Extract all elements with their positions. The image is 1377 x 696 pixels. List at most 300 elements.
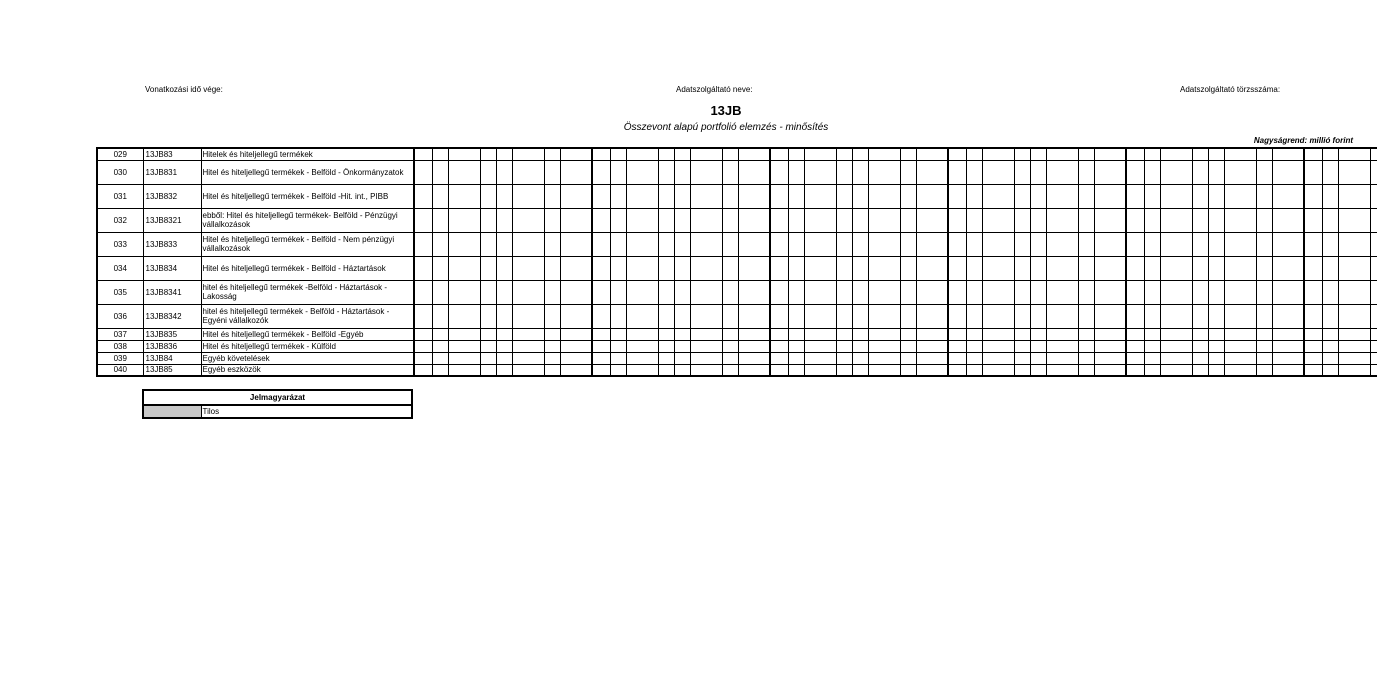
value-cell[interactable] [496,304,512,328]
value-cell[interactable] [496,232,512,256]
value-cell[interactable] [916,364,948,376]
value-cell[interactable] [560,304,592,328]
value-cell[interactable] [1126,304,1144,328]
value-cell[interactable] [544,304,560,328]
value-cell[interactable] [592,352,610,364]
value-cell[interactable] [1126,232,1144,256]
value-cell[interactable] [1322,340,1338,352]
value-cell[interactable] [1126,364,1144,376]
value-cell[interactable] [432,328,448,340]
value-cell[interactable] [966,304,982,328]
value-cell[interactable] [804,340,836,352]
value-cell[interactable] [1014,256,1030,280]
value-cell[interactable] [1192,160,1208,184]
value-cell[interactable] [900,232,916,256]
value-cell[interactable] [480,328,496,340]
value-cell[interactable] [592,148,610,160]
value-cell[interactable] [1094,340,1126,352]
value-cell[interactable] [836,280,852,304]
value-cell[interactable] [1256,184,1272,208]
value-cell[interactable] [1192,280,1208,304]
value-cell[interactable] [1304,148,1322,160]
value-cell[interactable] [966,148,982,160]
value-cell[interactable] [592,232,610,256]
value-cell[interactable] [1338,232,1370,256]
value-cell[interactable] [1126,340,1144,352]
value-cell[interactable] [852,364,868,376]
value-cell[interactable] [966,232,982,256]
value-cell[interactable] [1370,328,1377,340]
value-cell[interactable] [448,148,480,160]
value-cell[interactable] [1078,328,1094,340]
value-cell[interactable] [690,352,722,364]
value-cell[interactable] [770,184,788,208]
value-cell[interactable] [414,352,432,364]
value-cell[interactable] [1094,304,1126,328]
value-cell[interactable] [722,304,738,328]
value-cell[interactable] [836,184,852,208]
value-cell[interactable] [982,340,1014,352]
value-cell[interactable] [1304,208,1322,232]
value-cell[interactable] [1126,352,1144,364]
value-cell[interactable] [1046,364,1078,376]
value-cell[interactable] [610,232,626,256]
value-cell[interactable] [1160,328,1192,340]
value-cell[interactable] [916,340,948,352]
value-cell[interactable] [610,148,626,160]
value-cell[interactable] [610,364,626,376]
value-cell[interactable] [982,184,1014,208]
value-cell[interactable] [1256,256,1272,280]
value-cell[interactable] [1144,304,1160,328]
value-cell[interactable] [788,232,804,256]
value-cell[interactable] [982,352,1014,364]
value-cell[interactable] [448,184,480,208]
value-cell[interactable] [836,232,852,256]
value-cell[interactable] [544,232,560,256]
value-cell[interactable] [658,280,674,304]
value-cell[interactable] [1304,232,1322,256]
value-cell[interactable] [414,184,432,208]
value-cell[interactable] [610,352,626,364]
value-cell[interactable] [1046,280,1078,304]
value-cell[interactable] [690,364,722,376]
value-cell[interactable] [738,184,770,208]
value-cell[interactable] [1078,232,1094,256]
value-cell[interactable] [868,304,900,328]
value-cell[interactable] [1370,148,1377,160]
value-cell[interactable] [1208,340,1224,352]
value-cell[interactable] [674,304,690,328]
value-cell[interactable] [560,328,592,340]
value-cell[interactable] [1144,352,1160,364]
value-cell[interactable] [916,232,948,256]
value-cell[interactable] [836,364,852,376]
value-cell[interactable] [966,280,982,304]
value-cell[interactable] [1256,148,1272,160]
value-cell[interactable] [1322,160,1338,184]
value-cell[interactable] [804,160,836,184]
value-cell[interactable] [836,304,852,328]
value-cell[interactable] [1224,208,1256,232]
value-cell[interactable] [674,232,690,256]
value-cell[interactable] [852,304,868,328]
value-cell[interactable] [674,352,690,364]
value-cell[interactable] [1144,184,1160,208]
value-cell[interactable] [432,160,448,184]
value-cell[interactable] [722,160,738,184]
value-cell[interactable] [512,148,544,160]
value-cell[interactable] [1208,328,1224,340]
value-cell[interactable] [626,364,658,376]
value-cell[interactable] [1030,328,1046,340]
value-cell[interactable] [916,160,948,184]
value-cell[interactable] [982,328,1014,340]
value-cell[interactable] [480,232,496,256]
value-cell[interactable] [1322,280,1338,304]
value-cell[interactable] [1030,232,1046,256]
value-cell[interactable] [1208,184,1224,208]
value-cell[interactable] [414,148,432,160]
value-cell[interactable] [1224,256,1256,280]
value-cell[interactable] [804,280,836,304]
value-cell[interactable] [592,256,610,280]
value-cell[interactable] [1338,148,1370,160]
value-cell[interactable] [1370,352,1377,364]
value-cell[interactable] [900,304,916,328]
value-cell[interactable] [496,160,512,184]
value-cell[interactable] [1208,280,1224,304]
value-cell[interactable] [1126,148,1144,160]
value-cell[interactable] [544,160,560,184]
value-cell[interactable] [1144,232,1160,256]
value-cell[interactable] [1126,184,1144,208]
value-cell[interactable] [1338,280,1370,304]
value-cell[interactable] [512,340,544,352]
value-cell[interactable] [448,328,480,340]
value-cell[interactable] [788,352,804,364]
value-cell[interactable] [626,340,658,352]
value-cell[interactable] [1046,340,1078,352]
value-cell[interactable] [1208,304,1224,328]
value-cell[interactable] [852,328,868,340]
value-cell[interactable] [788,184,804,208]
value-cell[interactable] [544,256,560,280]
value-cell[interactable] [868,232,900,256]
value-cell[interactable] [982,256,1014,280]
value-cell[interactable] [592,184,610,208]
value-cell[interactable] [432,208,448,232]
value-cell[interactable] [1304,328,1322,340]
value-cell[interactable] [948,304,966,328]
value-cell[interactable] [738,364,770,376]
value-cell[interactable] [868,148,900,160]
value-cell[interactable] [1224,328,1256,340]
value-cell[interactable] [868,364,900,376]
value-cell[interactable] [1322,304,1338,328]
value-cell[interactable] [770,352,788,364]
value-cell[interactable] [1370,232,1377,256]
value-cell[interactable] [560,364,592,376]
value-cell[interactable] [1224,184,1256,208]
value-cell[interactable] [674,328,690,340]
value-cell[interactable] [788,256,804,280]
value-cell[interactable] [916,352,948,364]
value-cell[interactable] [690,232,722,256]
value-cell[interactable] [1030,148,1046,160]
value-cell[interactable] [1046,184,1078,208]
value-cell[interactable] [900,184,916,208]
value-cell[interactable] [544,184,560,208]
value-cell[interactable] [560,184,592,208]
value-cell[interactable] [496,148,512,160]
value-cell[interactable] [1304,256,1322,280]
value-cell[interactable] [512,328,544,340]
value-cell[interactable] [1272,304,1304,328]
value-cell[interactable] [722,340,738,352]
value-cell[interactable] [948,148,966,160]
value-cell[interactable] [480,304,496,328]
value-cell[interactable] [1208,364,1224,376]
value-cell[interactable] [900,208,916,232]
value-cell[interactable] [900,364,916,376]
value-cell[interactable] [948,340,966,352]
value-cell[interactable] [738,208,770,232]
value-cell[interactable] [1256,208,1272,232]
value-cell[interactable] [1322,328,1338,340]
value-cell[interactable] [788,208,804,232]
value-cell[interactable] [674,184,690,208]
value-cell[interactable] [1322,232,1338,256]
value-cell[interactable] [690,208,722,232]
value-cell[interactable] [948,160,966,184]
value-cell[interactable] [1322,256,1338,280]
value-cell[interactable] [626,256,658,280]
value-cell[interactable] [770,160,788,184]
value-cell[interactable] [1272,256,1304,280]
value-cell[interactable] [852,148,868,160]
value-cell[interactable] [674,340,690,352]
value-cell[interactable] [674,148,690,160]
value-cell[interactable] [900,148,916,160]
value-cell[interactable] [1160,148,1192,160]
value-cell[interactable] [1304,280,1322,304]
value-cell[interactable] [626,160,658,184]
value-cell[interactable] [448,208,480,232]
value-cell[interactable] [788,304,804,328]
value-cell[interactable] [1078,280,1094,304]
value-cell[interactable] [900,160,916,184]
value-cell[interactable] [1078,352,1094,364]
value-cell[interactable] [432,184,448,208]
value-cell[interactable] [1370,160,1377,184]
value-cell[interactable] [900,256,916,280]
value-cell[interactable] [1208,160,1224,184]
value-cell[interactable] [1144,328,1160,340]
value-cell[interactable] [836,352,852,364]
value-cell[interactable] [496,208,512,232]
value-cell[interactable] [1046,304,1078,328]
value-cell[interactable] [1030,304,1046,328]
value-cell[interactable] [1304,352,1322,364]
value-cell[interactable] [1014,148,1030,160]
value-cell[interactable] [448,280,480,304]
value-cell[interactable] [448,256,480,280]
value-cell[interactable] [690,280,722,304]
value-cell[interactable] [916,328,948,340]
value-cell[interactable] [1030,184,1046,208]
value-cell[interactable] [414,280,432,304]
value-cell[interactable] [722,232,738,256]
value-cell[interactable] [836,256,852,280]
value-cell[interactable] [916,280,948,304]
value-cell[interactable] [1272,328,1304,340]
value-cell[interactable] [1094,256,1126,280]
value-cell[interactable] [770,364,788,376]
value-cell[interactable] [1338,208,1370,232]
value-cell[interactable] [804,208,836,232]
value-cell[interactable] [738,160,770,184]
value-cell[interactable] [658,184,674,208]
value-cell[interactable] [610,340,626,352]
value-cell[interactable] [674,208,690,232]
value-cell[interactable] [690,148,722,160]
value-cell[interactable] [1256,352,1272,364]
value-cell[interactable] [414,232,432,256]
value-cell[interactable] [1126,280,1144,304]
value-cell[interactable] [674,280,690,304]
value-cell[interactable] [448,340,480,352]
value-cell[interactable] [610,328,626,340]
value-cell[interactable] [900,352,916,364]
value-cell[interactable] [1256,232,1272,256]
value-cell[interactable] [1160,232,1192,256]
value-cell[interactable] [836,328,852,340]
value-cell[interactable] [658,232,674,256]
value-cell[interactable] [1192,328,1208,340]
value-cell[interactable] [480,352,496,364]
value-cell[interactable] [966,352,982,364]
value-cell[interactable] [1208,256,1224,280]
value-cell[interactable] [512,208,544,232]
value-cell[interactable] [414,160,432,184]
value-cell[interactable] [1160,184,1192,208]
value-cell[interactable] [1126,160,1144,184]
value-cell[interactable] [1338,160,1370,184]
value-cell[interactable] [1370,364,1377,376]
value-cell[interactable] [690,304,722,328]
value-cell[interactable] [1014,328,1030,340]
value-cell[interactable] [900,340,916,352]
value-cell[interactable] [1094,364,1126,376]
value-cell[interactable] [1078,364,1094,376]
value-cell[interactable] [1322,148,1338,160]
value-cell[interactable] [1338,340,1370,352]
value-cell[interactable] [658,364,674,376]
value-cell[interactable] [414,256,432,280]
value-cell[interactable] [1370,208,1377,232]
value-cell[interactable] [1192,304,1208,328]
value-cell[interactable] [1078,148,1094,160]
value-cell[interactable] [722,148,738,160]
value-cell[interactable] [1160,160,1192,184]
value-cell[interactable] [1304,184,1322,208]
value-cell[interactable] [982,208,1014,232]
value-cell[interactable] [1338,256,1370,280]
value-cell[interactable] [722,328,738,340]
value-cell[interactable] [1030,256,1046,280]
value-cell[interactable] [512,280,544,304]
value-cell[interactable] [496,364,512,376]
value-cell[interactable] [948,256,966,280]
value-cell[interactable] [1304,304,1322,328]
value-cell[interactable] [900,328,916,340]
value-cell[interactable] [738,280,770,304]
value-cell[interactable] [1224,352,1256,364]
value-cell[interactable] [852,160,868,184]
value-cell[interactable] [804,184,836,208]
value-cell[interactable] [804,328,836,340]
value-cell[interactable] [480,280,496,304]
value-cell[interactable] [1272,160,1304,184]
value-cell[interactable] [1224,364,1256,376]
value-cell[interactable] [1192,232,1208,256]
value-cell[interactable] [1192,184,1208,208]
value-cell[interactable] [626,352,658,364]
value-cell[interactable] [1272,148,1304,160]
value-cell[interactable] [1014,364,1030,376]
value-cell[interactable] [560,256,592,280]
value-cell[interactable] [836,340,852,352]
value-cell[interactable] [1256,328,1272,340]
value-cell[interactable] [626,148,658,160]
value-cell[interactable] [868,340,900,352]
value-cell[interactable] [852,352,868,364]
value-cell[interactable] [610,304,626,328]
value-cell[interactable] [1126,256,1144,280]
value-cell[interactable] [1208,148,1224,160]
value-cell[interactable] [674,364,690,376]
value-cell[interactable] [448,364,480,376]
value-cell[interactable] [868,256,900,280]
value-cell[interactable] [1078,304,1094,328]
value-cell[interactable] [610,256,626,280]
value-cell[interactable] [592,280,610,304]
value-cell[interactable] [1014,304,1030,328]
value-cell[interactable] [982,364,1014,376]
value-cell[interactable] [512,256,544,280]
value-cell[interactable] [788,160,804,184]
value-cell[interactable] [1192,148,1208,160]
value-cell[interactable] [1094,280,1126,304]
value-cell[interactable] [770,340,788,352]
value-cell[interactable] [414,208,432,232]
value-cell[interactable] [804,304,836,328]
value-cell[interactable] [1338,352,1370,364]
value-cell[interactable] [1208,208,1224,232]
value-cell[interactable] [738,256,770,280]
value-cell[interactable] [658,352,674,364]
value-cell[interactable] [1094,208,1126,232]
value-cell[interactable] [626,184,658,208]
value-cell[interactable] [560,340,592,352]
value-cell[interactable] [1144,364,1160,376]
value-cell[interactable] [1014,352,1030,364]
value-cell[interactable] [480,160,496,184]
value-cell[interactable] [770,328,788,340]
value-cell[interactable] [1256,280,1272,304]
value-cell[interactable] [1370,280,1377,304]
